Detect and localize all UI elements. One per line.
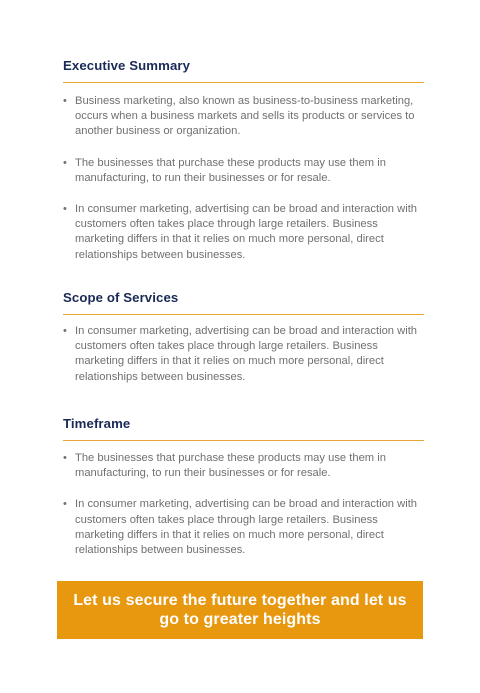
list-item bbox=[63, 324, 424, 385]
section-divider bbox=[63, 314, 424, 315]
executive-summary-list bbox=[63, 94, 424, 263]
bullet-icon: • bbox=[63, 498, 67, 511]
list-item bbox=[63, 94, 424, 140]
timeframe-list bbox=[63, 451, 424, 558]
executive-summary-section bbox=[63, 58, 424, 263]
section-divider bbox=[63, 440, 424, 441]
scope-of-services-section bbox=[63, 290, 424, 385]
cta-banner bbox=[57, 581, 423, 639]
list-item bbox=[63, 451, 424, 481]
scope-of-services-list bbox=[63, 324, 424, 385]
scope-of-services-heading: Scope of Services bbox=[63, 290, 179, 305]
list-item bbox=[63, 497, 424, 558]
bullet-icon: • bbox=[63, 325, 67, 337]
timeframe-section bbox=[63, 416, 424, 558]
list-item-text: The businesses that purchase these products may use them in manufacturing, to run their businesses or for resale. bbox=[75, 156, 386, 184]
list-item-text: In consumer marketing, advertising can be broad and interaction with customers often takes place through large retailers. Business marketing differs in that it relies on much more personal, direct relationships between businesses. bbox=[75, 203, 418, 261]
timeframe-heading: Timeframe bbox=[63, 416, 131, 431]
cta-text: Let us secure the future together and let us go to greater heights bbox=[73, 592, 407, 628]
bullet-icon: • bbox=[63, 156, 67, 169]
bullet-icon: • bbox=[63, 203, 67, 216]
list-item bbox=[63, 156, 424, 186]
list-item-text: In consumer marketing, advertising can be broad and interaction with customers often takes place through large retailers. Business marketing differs in that it relies on much more personal, direct relationships between businesses. bbox=[75, 325, 418, 383]
bullet-icon: • bbox=[63, 452, 67, 464]
executive-summary-heading: Executive Summary bbox=[63, 58, 191, 73]
list-item-text: In consumer marketing, advertising can be broad and interaction with customers often takes place through large retailers. Business marketing differs in that it relies on much more personal, direct relationships between businesses. bbox=[75, 498, 418, 557]
section-divider bbox=[63, 82, 424, 83]
list-item-text: The businesses that purchase these products may use them in manufacturing, to run their businesses or for resale. bbox=[75, 452, 386, 480]
list-item bbox=[63, 202, 424, 263]
list-item-text: Business marketing, also known as business-to-business marketing, occurs when a business markets and sells its products or services to another business or organization. bbox=[75, 95, 415, 138]
bullet-icon: • bbox=[63, 95, 67, 107]
